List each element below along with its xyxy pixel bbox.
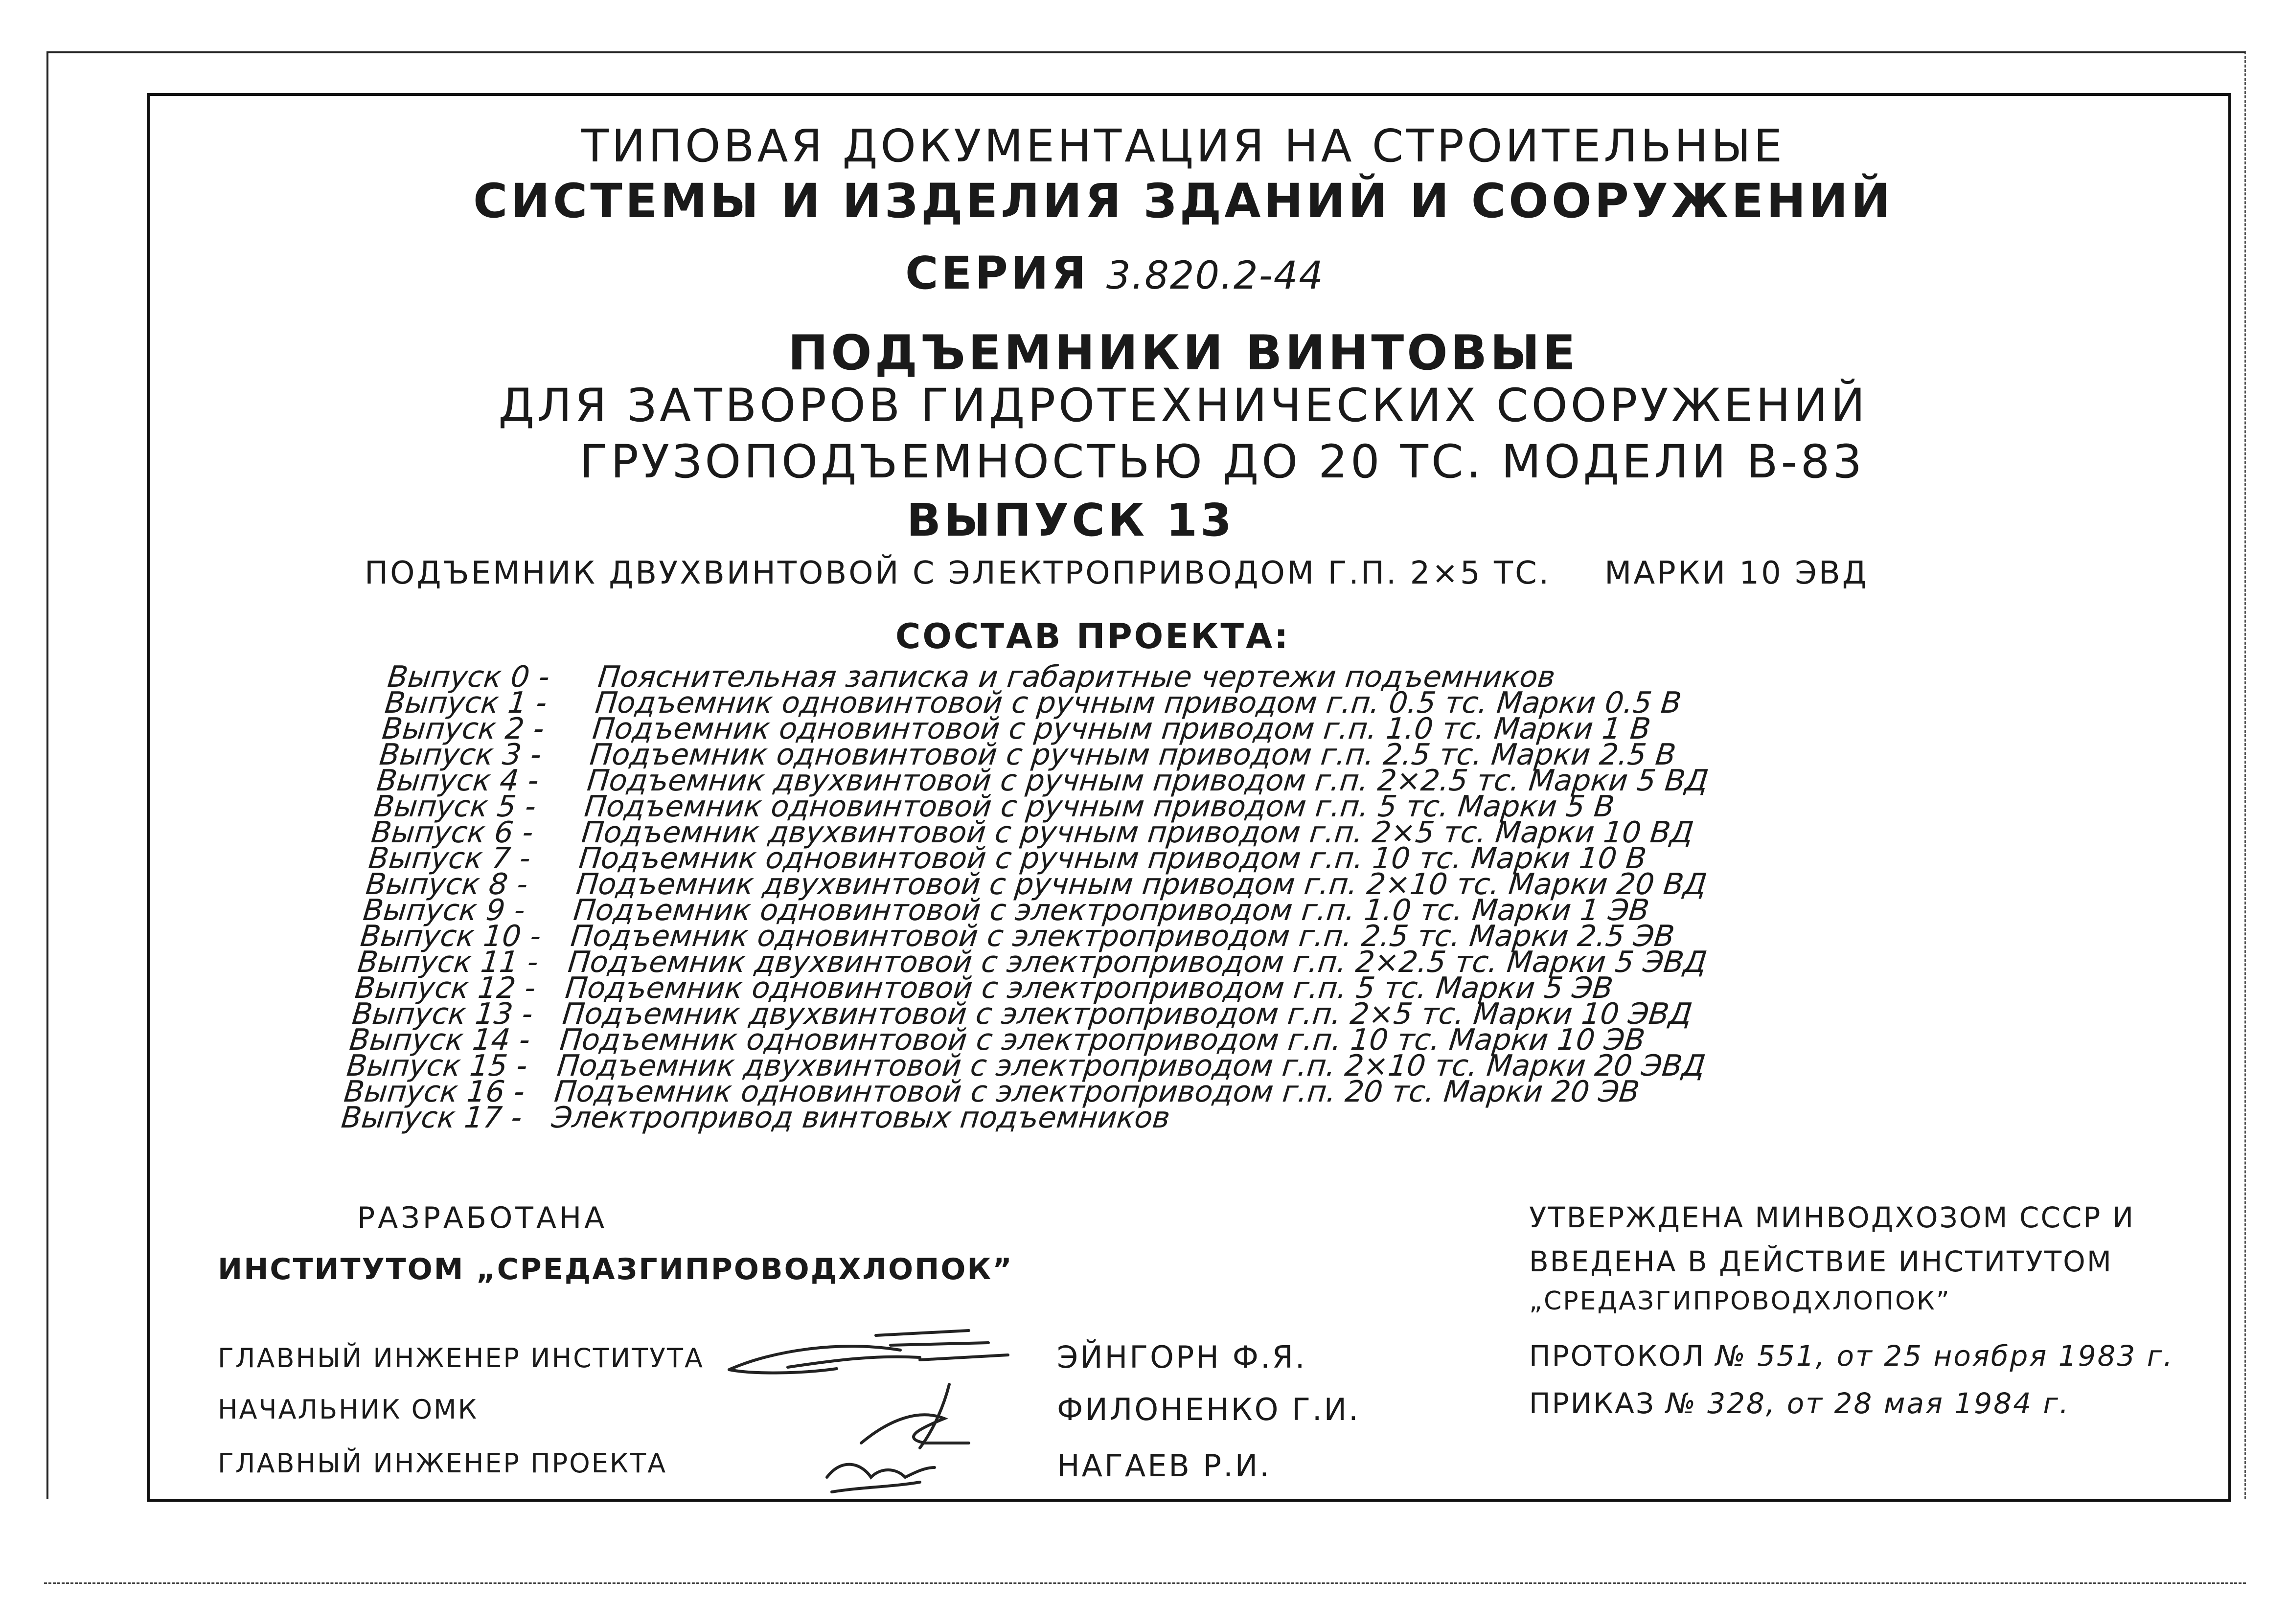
issue-row-number: Выпуск 12 -: [353, 971, 537, 1005]
issue-row-number: Выпуск 14 -: [347, 1023, 532, 1057]
signatory-role-2: НАЧАЛЬНИК ОМК: [218, 1394, 479, 1425]
issue-row-text: Подъемник одновинтовой с ручным приводом г.п. 1.0 тс. Марки 1 В: [591, 712, 1652, 746]
issue-row-text: Подъемник двухвинтовой с электроприводом г.п. 2×5 тс. Марки 10 ЭВД: [561, 997, 1694, 1031]
issue-row-text: Подъемник одновинтовой с электроприводом г.п. 5 тс. Марки 5 ЭВ: [563, 971, 1615, 1005]
issue-row-text: Электропривод винтовых подъемников: [550, 1101, 1172, 1135]
issue-row-number: Выпуск 10 -: [359, 919, 543, 953]
issue-row-text: Подъемник двухвинтовой с ручным приводом г.п. 2×5 тс. Марки 10 ВД: [580, 815, 1695, 850]
signatory-role-1: ГЛАВНЫЙ ИНЖЕНЕР ИНСТИТУТА: [218, 1343, 704, 1374]
issue-subtitle: [365, 555, 1869, 591]
issue-row-number: Выпуск 5 -: [372, 789, 538, 824]
issue-number: ВЫПУСК 13: [906, 494, 1235, 546]
title-line-1: ПОДЪЕМНИКИ ВИНТОВЫЕ: [788, 325, 1579, 381]
issue-row-number: Выпуск 11 -: [356, 945, 540, 979]
signatory-name-1: ЭЙНГОРН Ф.Я.: [1057, 1339, 1307, 1375]
bottom-cut-line: [44, 1582, 2246, 1584]
issue-row-number: Выпуск 16 -: [342, 1075, 526, 1109]
header-line-1: ТИПОВАЯ ДОКУМЕНТАЦИЯ НА СТРОИТЕЛЬНЫЕ: [581, 120, 1785, 172]
series-line: [0, 247, 2259, 299]
header-line-2: СИСТЕМЫ И ИЗДЕЛИЯ ЗДАНИЙ И СООРУЖЕНИЙ: [473, 174, 1893, 228]
title-line-2: ДЛЯ ЗАТВОРОВ ГИДРОТЕХНИЧЕСКИХ СООРУЖЕНИЙ: [498, 379, 1868, 432]
signatory-name-3: НАГАЕВ Р.И.: [1057, 1448, 1271, 1484]
subtitle-text: ПОДЪЕМНИК ДВУХВИНТОВОЙ С ЭЛЕКТРОПРИВОДОМ Г.П. 2×5 ТС.: [365, 555, 1551, 591]
issue-row-number: Выпуск 9 -: [361, 893, 527, 927]
issue-row-number: Выпуск 7 -: [366, 841, 532, 876]
signatory-name-2: ФИЛОНЕНКО Г.И.: [1057, 1392, 1360, 1427]
approval-line-3: „СРЕДАЗГИПРОВОДХЛОПОК”: [1529, 1286, 1951, 1316]
issue-row-text: Подъемник одновинтовой с электроприводом г.п. 2.5 тс. Марки 2.5 ЭВ: [569, 919, 1676, 953]
issue-row-number: Выпуск 1 -: [383, 686, 549, 720]
protocol-text: № 551, от 25 ноября 1983 г.: [1716, 1339, 2174, 1373]
issue-row-text: Подъемник одновинтовой с электроприводом г.п. 1.0 тс. Марки 1 ЭВ: [572, 893, 1651, 927]
subtitle-marks: МАРКИ 10 ЭВД: [1604, 555, 1869, 591]
issue-row-text: Подъемник одновинтовой с ручным приводом г.п. 2.5 тс. Марки 2.5 В: [588, 738, 1678, 772]
issue-row-text: Подъемник двухвинтовой с электроприводом г.п. 2×10 тс. Марки 20 ЭВД: [555, 1049, 1707, 1083]
issue-row-text: Подъемник двухвинтовой с ручным приводом г.п. 2×2.5 тс. Марки 5 ВД: [585, 764, 1710, 798]
issue-row-text: Подъемник одновинтовой с ручным приводом г.п. 0.5 тс. Марки 0.5 В: [594, 686, 1683, 720]
composition-heading: СОСТАВ ПРОЕКТА:: [895, 616, 1290, 656]
signatory-role-3: ГЛАВНЫЙ ИНЖЕНЕР ПРОЕКТА: [218, 1448, 667, 1479]
approval-order: [1529, 1387, 2070, 1420]
series-number: 3.820.2-44: [1106, 254, 1324, 298]
issue-row-number: Выпуск 2 -: [380, 712, 546, 746]
issue-row-text: Подъемник одновинтовой с ручным приводом г.п. 5 тс. Марки 5 В: [582, 789, 1616, 824]
developer-institute: ИНСТИТУТОМ „СРЕДАЗГИПРОВОДХЛОПОК”: [218, 1252, 1013, 1286]
approval-line-2: ВВЕДЕНА В ДЕЙСТВИЕ ИНСТИТУТОМ: [1529, 1245, 2113, 1278]
issue-row-number: Выпуск 8 -: [364, 867, 529, 902]
handwritten-signatures: [714, 1321, 1018, 1497]
title-line-3: ГРУЗОПОДЪЕМНОСТЬЮ ДО 20 ТС. МОДЕЛИ В-83: [579, 435, 1865, 489]
series-label: СЕРИЯ: [905, 247, 1089, 299]
issue-row-number: Выпуск 13 -: [350, 997, 535, 1031]
issue-row-number: Выпуск 17 -: [340, 1101, 524, 1135]
issue-row-number: Выпуск 3 -: [378, 738, 543, 772]
order-text: № 328, от 28 мая 1984 г.: [1666, 1387, 2070, 1420]
issue-row-text: Подъемник одновинтовой с электроприводом г.п. 20 тс. Марки 20 ЭВ: [552, 1075, 1641, 1109]
issue-row-number: Выпуск 4 -: [375, 764, 541, 798]
developer-label: РАЗРАБОТАНА: [357, 1201, 608, 1235]
issue-list: [340, 660, 1747, 1135]
approval-line-1: УТВЕРЖДЕНА МИНВОДХОЗОМ СССР И: [1529, 1201, 2135, 1234]
issue-row-text: Подъемник двухвинтовой с электроприводом г.п. 2×2.5 тс. Марки 5 ЭВД: [566, 945, 1709, 979]
issue-row-number: Выпуск 15 -: [345, 1049, 529, 1083]
issue-row-number: Выпуск 0 -: [386, 660, 551, 694]
order-label: ПРИКАЗ: [1529, 1387, 1656, 1420]
issue-row-text: Пояснительная записка и габаритные чертежи подъемников: [596, 660, 1557, 694]
issue-row-text: Подъемник одновинтовой с ручным приводом г.п. 10 тс. Марки 10 В: [577, 841, 1648, 876]
issue-row-text: Подъемник одновинтовой с электроприводом г.п. 10 тс. Марки 10 ЭВ: [558, 1023, 1647, 1057]
issue-row-number: Выпуск 6 -: [369, 815, 535, 850]
protocol-label: ПРОТОКОЛ: [1529, 1339, 1705, 1373]
issue-row-text: Подъемник двухвинтовой с ручным приводом г.п. 2×10 тс. Марки 20 ВД: [574, 867, 1709, 902]
approval-protocol: [1529, 1339, 2174, 1373]
